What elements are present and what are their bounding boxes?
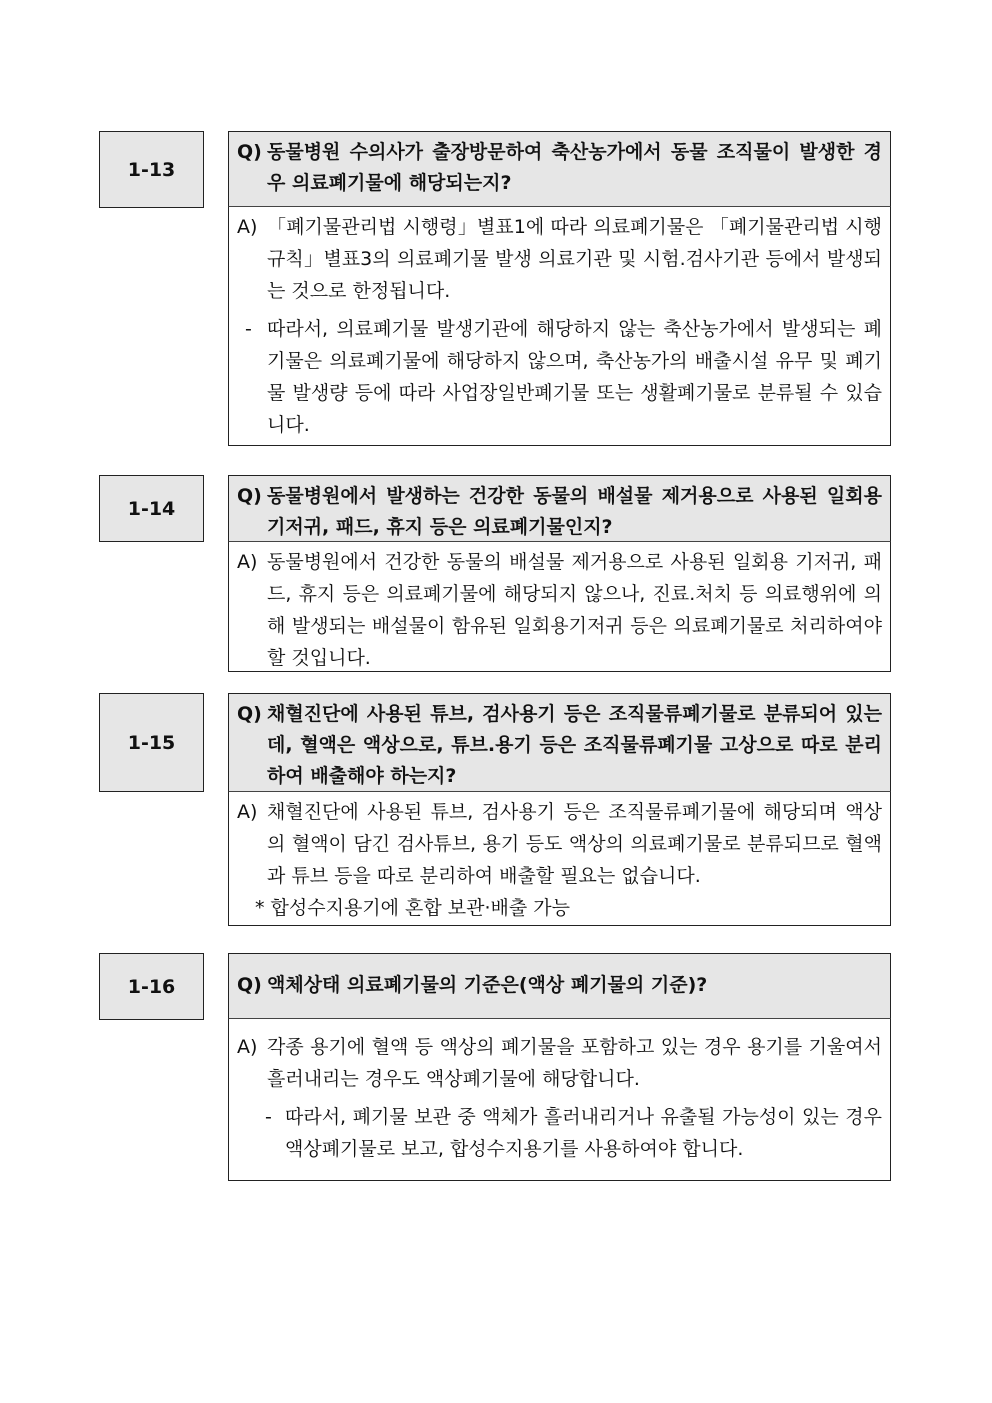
answer-box <box>228 1019 891 1181</box>
sub-marker: - <box>245 318 252 340</box>
question-box <box>228 131 891 207</box>
answer <box>237 796 882 892</box>
question <box>237 481 882 543</box>
answer-text: 동물병원에서 건강한 동물의 배설물 제거용으로 사용된 일회용 기저귀, 패드, 휴지 등은 의료폐기물에 해당되지 않으나, 진료.처치 등 의료행위에 의해 발생되는 배설물이 함유된 일회용기저귀 등은 의료폐기물로 처리하여야 할 것입니다. <box>267 551 882 669</box>
question-box <box>228 475 891 542</box>
question <box>237 970 882 1001</box>
item-number: 1-15 <box>127 731 176 754</box>
answer-marker: A) <box>237 551 258 573</box>
answer-sub <box>237 1101 882 1165</box>
answer-box <box>228 207 891 446</box>
item-number: 1-16 <box>127 975 176 998</box>
question-text: 동물병원 수의사가 출장방문하여 축산농가에서 동물 조직물이 발생한 경우 의료폐기물에 해당되는지? <box>267 141 882 194</box>
answer-note: * 합성수지용기에 혼합 보관·배출 가능 <box>255 897 571 919</box>
question <box>237 699 882 792</box>
item-number: 1-14 <box>127 497 176 520</box>
answer-text: 채혈진단에 사용된 튜브, 검사용기 등은 조직물류폐기물에 해당되며 액상의 혈액이 담긴 검사튜브, 용기 등도 액상의 의료폐기물로 분류되므로 혈액과 튜브 등을 따로 분리하여 배출할 필요는 없습니다. <box>267 801 882 887</box>
answer <box>237 546 882 674</box>
question-marker: Q) <box>237 485 262 507</box>
question-text: 동물병원에서 발생하는 건강한 동물의 배설물 제거용으로 사용된 일회용 기저귀, 패드, 휴지 등은 의료폐기물인지? <box>267 485 882 538</box>
question-text: 액체상태 의료폐기물의 기준은(액상 폐기물의 기준)? <box>267 974 708 996</box>
answer-box <box>228 542 891 672</box>
question-marker: Q) <box>237 703 262 725</box>
question-text: 채혈진단에 사용된 튜브, 검사용기 등은 조직물류폐기물로 분류되어 있는데, 혈액은 액상으로, 튜브.용기 등은 조직물류폐기물 고상으로 따로 분리하여 배출해야 하는지? <box>267 703 882 787</box>
sub-text: 따라서, 폐기물 보관 중 액체가 흘러내리거나 유출될 가능성이 있는 경우 액상폐기물로 보고, 합성수지용기를 사용하여야 합니다. <box>285 1106 882 1160</box>
answer-box <box>228 792 891 926</box>
question-marker: Q) <box>237 141 262 163</box>
item-number-box <box>99 953 204 1020</box>
sub-text: 따라서, 의료폐기물 발생기관에 해당하지 않는 축산농가에서 발생되는 폐기물은 의료폐기물에 해당하지 않으며, 축산농가의 배출시설 유무 및 폐기물 발생량 등에 따라 사업장일반폐기물 또는 생활폐기물로 분류될 수 있습니다. <box>267 318 882 436</box>
question-marker: Q) <box>237 974 262 996</box>
answer <box>237 1031 882 1095</box>
answer-marker: A) <box>237 216 258 238</box>
sub-marker: - <box>265 1106 272 1128</box>
answer-sub <box>237 313 882 441</box>
answer-text: 「폐기물관리법 시행령」별표1에 따라 의료폐기물은 「폐기물관리법 시행규칙」별표3의 의료폐기물 발생 의료기관 및 시험.검사기관 등에서 발생되는 것으로 한정됩니다. <box>267 216 882 302</box>
item-number: 1-13 <box>127 158 176 181</box>
question-box <box>228 953 891 1019</box>
item-number-box <box>99 131 204 208</box>
answer-marker: A) <box>237 1036 258 1058</box>
item-number-box <box>99 475 204 542</box>
answer <box>237 211 882 307</box>
answer-marker: A) <box>237 801 258 823</box>
answer-text: 각종 용기에 혈액 등 액상의 폐기물을 포함하고 있는 경우 용기를 기울여서 흘러내리는 경우도 액상폐기물에 해당합니다. <box>267 1036 882 1090</box>
question-box <box>228 693 891 792</box>
question <box>237 137 882 199</box>
item-number-box <box>99 693 204 792</box>
